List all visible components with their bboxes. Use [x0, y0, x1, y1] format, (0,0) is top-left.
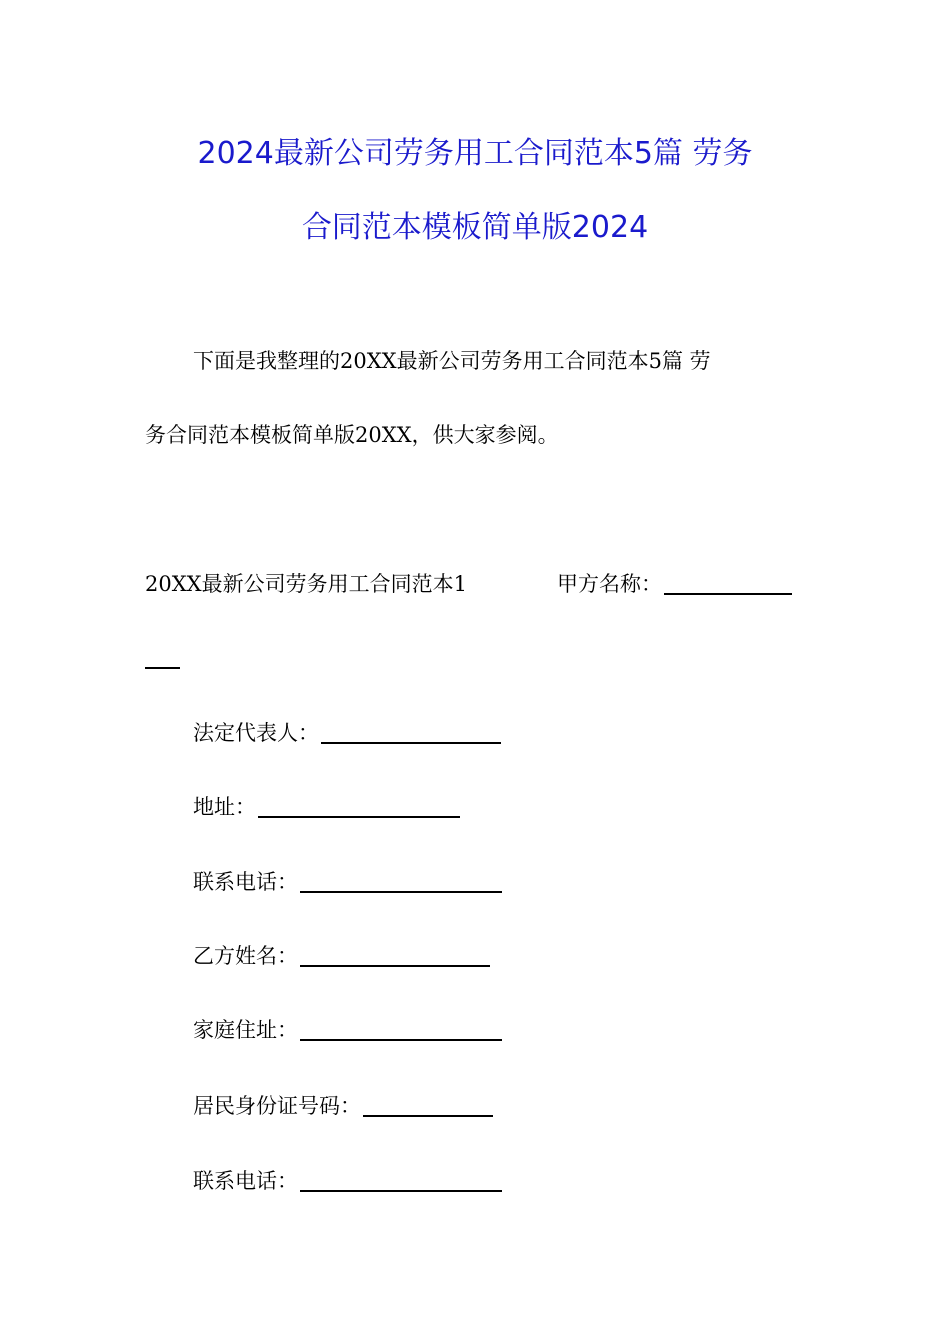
document-title-line-1: 2024最新公司劳务用工合同范本5篇 劳务: [197, 136, 753, 171]
id-number-blank: [363, 1115, 493, 1117]
phone-a-label: 联系电话：: [193, 870, 298, 894]
party-a-name-blank-continued: [145, 667, 180, 669]
address-label: 地址：: [193, 795, 256, 819]
party-a-name-label: 甲方名称：: [557, 572, 662, 596]
phone-b-row: [193, 1167, 502, 1195]
party-b-name-blank: [300, 965, 490, 967]
address-blank: [258, 816, 460, 818]
legal-rep-label: 法定代表人：: [193, 721, 319, 745]
document-title-line-2: 合同范本模板简单版2024: [301, 210, 649, 245]
party-b-name-row: [193, 942, 490, 970]
legal-rep-row: [193, 719, 501, 747]
phone-b-label: 联系电话：: [193, 1169, 298, 1193]
home-address-label: 家庭住址：: [193, 1018, 298, 1042]
party-b-name-label: 乙方姓名：: [193, 944, 298, 968]
intro-line-2: 务合同范本模板简单版20XX，供大家参阅。: [145, 423, 559, 447]
home-address-row: [193, 1016, 502, 1044]
party-a-name-blank: [664, 593, 792, 595]
id-number-row: [193, 1092, 493, 1120]
legal-rep-blank: [321, 742, 501, 744]
phone-a-row: [193, 868, 502, 896]
phone-a-blank: [300, 891, 502, 893]
intro-line-1: 下面是我整理的20XX最新公司劳务用工合同范本5篇 劳: [193, 349, 711, 373]
party-a-name-row: [557, 570, 792, 598]
phone-b-blank: [300, 1190, 502, 1192]
id-number-label: 居民身份证号码：: [193, 1094, 361, 1118]
section-heading: 20XX最新公司劳务用工合同范本1: [145, 572, 467, 596]
home-address-blank: [300, 1039, 502, 1041]
address-row: [193, 793, 460, 821]
